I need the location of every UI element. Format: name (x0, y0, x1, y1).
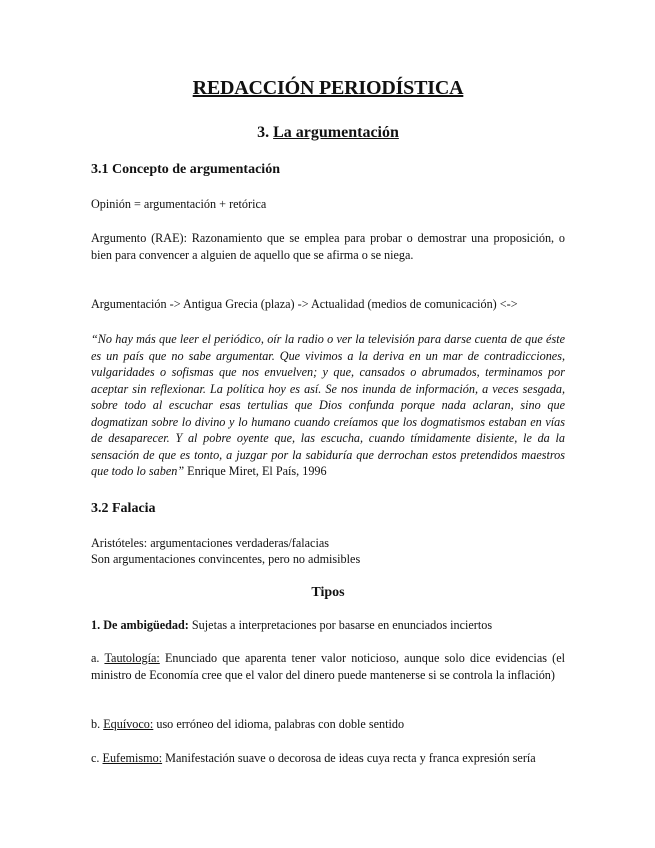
list-item-eufemismo (91, 750, 565, 767)
definition-paragraph: Argumento (RAE): Razonamiento que se emplea para probar o demostrar una proposición, o bien para convencer a alguien de aquello que se afirma o se niega. (91, 231, 565, 262)
quote-paragraph (91, 331, 565, 480)
list-item-letter: c. (91, 751, 100, 765)
subsection-heading-concepto: 3.1 Concepto de argumentación (91, 162, 280, 177)
falacia-line-2: Son argumentaciones convincentes, pero no admisibles (91, 552, 361, 566)
quote-source: Enrique Miret, El País, 1996 (187, 464, 327, 478)
list-item-text: Manifestación suave o decorosa de ideas cuya recta y franca expresión sería (165, 751, 536, 765)
group-ambiguedad-label: 1. De ambigüedad: (91, 618, 189, 632)
list-item-tautologia (91, 650, 565, 683)
group-ambiguedad (91, 617, 565, 634)
list-item-term: Eufemismo: (102, 751, 163, 765)
list-item-term: Equívoco: (103, 717, 154, 731)
list-item-letter: b. (91, 717, 101, 731)
section-number: 3. (257, 124, 270, 141)
list-item-text: Enunciado que aparenta tener valor noticioso, aunque solo dice evidencias (el ministro de Economía cree que el valor del dinero puede mantenerse si se controla la inflación) (91, 651, 566, 682)
subsection-heading-falacia: 3.2 Falacia (91, 501, 156, 516)
falacia-line-1: Aristóteles: argumentaciones verdaderas/falacias (91, 536, 330, 550)
section-heading (91, 124, 565, 142)
list-item-text: uso erróneo del idioma, palabras con doble sentido (156, 717, 405, 731)
list-item-equivoco (91, 716, 565, 733)
list-item-term: Tautología: (104, 651, 160, 665)
formula-paragraph: Opinión = argumentación + retórica (91, 197, 267, 211)
list-item-letter: a. (91, 651, 100, 665)
document-title: REDACCIÓN PERIODÍSTICA (192, 77, 464, 99)
quote-text: “No hay más que leer el periódico, oír la radio o ver la televisión para darse cuenta de que éste es un país que no sabe argumentar. Que vivimos a la deriva en un mar de contradicciones, vulgaridades o sofismas que nos envuelven; y que, cansados o abrumados, terminamos por aceptar sin reflexionar. La política hoy es así. Se nos inunda de información, a veces sesgada, sobre todo al escuchar esas tertulias que Dios confunda porque nada aclaran, sino que dogmatizan sobre lo divino y lo humano cuando creíamos que los dogmatismos estaban en vías de desaparecer. Y al pobre oyente que, las escucha, cuando tímidamente disiente, le da la sensación de que es tonto, a juzgar por la sabiduría que derrochan estos pretendidos maestros que todo lo saben” (91, 332, 565, 478)
group-ambiguedad-text: Sujetas a interpretaciones por basarse en enunciados inciertos (191, 618, 493, 632)
section-name: La argumentación (273, 124, 399, 141)
tipos-heading: Tipos (311, 585, 345, 600)
timeline-paragraph: Argumentación -> Antigua Grecia (plaza) -> Actualidad (medios de comunicación) <-> (91, 297, 518, 311)
